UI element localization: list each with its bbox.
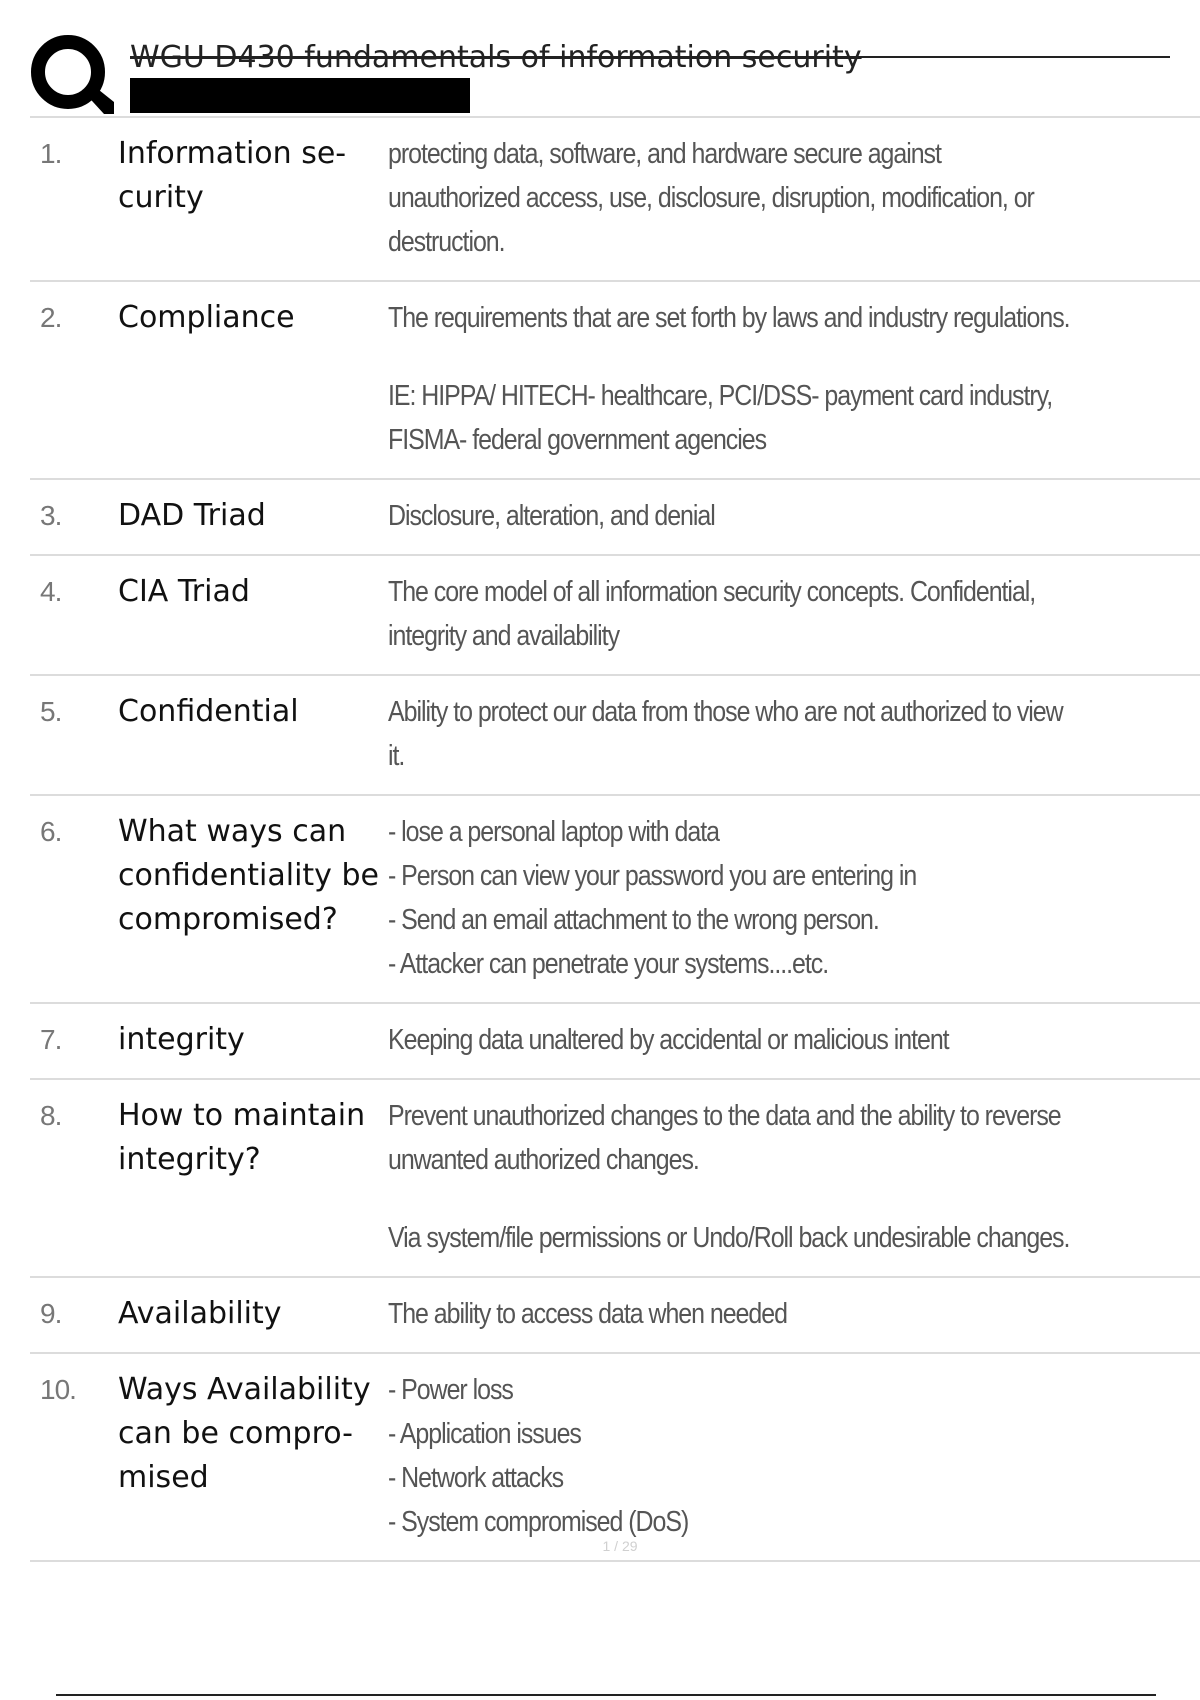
definition-bullet: - Application issues [388, 1418, 581, 1450]
flashcard-row [30, 1078, 1200, 1276]
card-definition [388, 1018, 1086, 1062]
definition-paragraph: IE: HIPPA/ HITECH- healthcare, PCI/DSS- payment card industry, FISMA- federal government agencies [388, 380, 1053, 456]
card-term-line: curity [118, 180, 204, 215]
card-term-line: Information se- [118, 136, 347, 171]
definition-paragraph: Disclosure, alteration, and denial [388, 500, 715, 532]
card-term-line: mised [118, 1460, 209, 1495]
card-term: CIA Triad [118, 574, 250, 609]
card-term: Confidential [118, 694, 299, 729]
flashcard-list [30, 116, 1200, 1562]
card-definition [388, 1094, 1086, 1260]
definition-paragraph: Prevent unauthorized changes to the data and the ability to reverse unwanted authorized changes. [388, 1100, 1061, 1176]
definition-bullet: - System compromised (DoS) [388, 1506, 689, 1538]
definition-bullet: - lose a personal laptop with data [388, 816, 719, 848]
card-term: How to maintain integrity? [118, 1098, 366, 1177]
redaction-bar [130, 78, 470, 113]
definition-bullet: - Network attacks [388, 1462, 564, 1494]
card-definition [388, 494, 1086, 538]
flashcard-row [30, 554, 1200, 674]
definition-paragraph: Via system/file permissions or Undo/Roll back undesirable changes. [388, 1222, 1070, 1254]
definition-paragraph: The ability to access data when needed [388, 1298, 787, 1330]
card-number: 6. [40, 816, 62, 847]
definition-paragraph: The requirements that are set forth by laws and industry regulations. [388, 302, 1070, 334]
footer-rule [56, 1694, 1156, 1696]
card-term: DAD Triad [118, 498, 266, 533]
flashcard-row [30, 116, 1200, 280]
card-number: 9. [40, 1298, 62, 1329]
definition-bullet: - Person can view your password you are entering in [388, 860, 917, 892]
flashcard-row [30, 478, 1200, 554]
definition-bullet: - Attacker can penetrate your systems....etc. [388, 948, 829, 980]
card-definition [388, 1368, 1086, 1544]
flashcard-row [30, 280, 1200, 478]
definition-paragraph: Keeping data unaltered by accidental or malicious intent [388, 1024, 949, 1056]
card-number: 7. [40, 1024, 62, 1055]
quizlet-logo-icon [30, 32, 114, 116]
card-term: What ways can confidentiality be compromised? [118, 814, 379, 937]
card-term: integrity [118, 1022, 245, 1057]
card-definition [388, 1292, 1086, 1336]
definition-paragraph: protecting data, software, and hardware secure against unauthorized access, use, disclosure, disruption, modification, or destruction. [388, 138, 1034, 258]
card-term [118, 132, 388, 264]
flashcard-row [30, 674, 1200, 794]
card-number: 5. [40, 696, 62, 727]
page-indicator: 1 / 29 [602, 1538, 638, 1554]
definition-bullet: - Send an email attachment to the wrong person. [388, 904, 879, 936]
card-number: 8. [40, 1100, 62, 1131]
card-number: 1. [40, 138, 62, 169]
card-definition [388, 690, 1086, 778]
flashcard-row [30, 794, 1200, 1002]
card-term: Availability [118, 1296, 282, 1331]
card-term: Compliance [118, 300, 295, 335]
card-number: 3. [40, 500, 62, 531]
document-header [30, 28, 1140, 120]
card-term-line: Ways Availability [118, 1372, 371, 1407]
flashcard-row [30, 1002, 1200, 1078]
definition-paragraph: The core model of all information security concepts. Confidential, integrity and availability [388, 576, 1036, 652]
card-definition [388, 570, 1086, 658]
card-number: 2. [40, 302, 62, 333]
definition-bullet: - Power loss [388, 1374, 513, 1406]
document-title: WGU D430 fundamentals of information security [130, 40, 862, 75]
card-number: 4. [40, 576, 62, 607]
card-definition [388, 296, 1086, 462]
card-number: 10. [40, 1374, 76, 1405]
card-definition [388, 810, 1086, 986]
definition-paragraph: Ability to protect our data from those who are not authorized to view it. [388, 696, 1063, 772]
flashcard-row [30, 1276, 1200, 1352]
card-term-line: can be compro- [118, 1416, 353, 1451]
card-term [118, 1368, 388, 1544]
card-definition [388, 132, 1086, 264]
flashcard-row [30, 1352, 1200, 1562]
